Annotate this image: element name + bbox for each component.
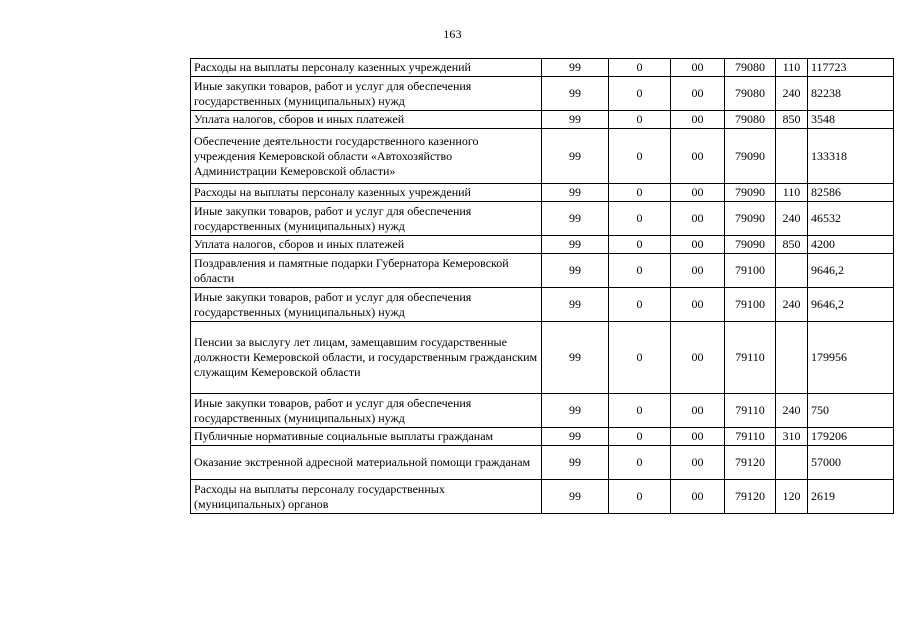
code-cell: 0	[609, 254, 671, 288]
code-cell: 00	[671, 184, 725, 202]
code-cell: 850	[776, 236, 808, 254]
table-row	[191, 446, 894, 480]
code-cell: 310	[776, 428, 808, 446]
budget-table	[190, 58, 894, 514]
code-cell: 79100	[725, 254, 776, 288]
code-cell: 79100	[725, 288, 776, 322]
item-name-cell: Обеспечение деятельности государственного казенного учреждения Кемеровской области «Автохозяйство Администрации Кемеровской области»	[191, 129, 542, 184]
code-cell: 99	[542, 480, 609, 514]
code-cell: 0	[609, 480, 671, 514]
code-cell: 0	[609, 59, 671, 77]
code-cell: 0	[609, 184, 671, 202]
sum-cell: 179956	[808, 322, 894, 394]
table-row	[191, 236, 894, 254]
code-cell: 00	[671, 394, 725, 428]
item-name-cell: Расходы на выплаты персоналу казенных учреждений	[191, 59, 542, 77]
code-cell: 0	[609, 446, 671, 480]
item-name-cell: Расходы на выплаты персоналу государственных (муниципальных) органов	[191, 480, 542, 514]
table-row	[191, 129, 894, 184]
code-cell: 99	[542, 184, 609, 202]
code-cell	[776, 129, 808, 184]
sum-cell: 82238	[808, 77, 894, 111]
table-row	[191, 202, 894, 236]
code-cell: 79110	[725, 428, 776, 446]
code-cell: 79110	[725, 394, 776, 428]
code-cell: 110	[776, 59, 808, 77]
table-row	[191, 394, 894, 428]
code-cell: 850	[776, 111, 808, 129]
table-row	[191, 184, 894, 202]
sum-cell: 2619	[808, 480, 894, 514]
item-name-cell: Иные закупки товаров, работ и услуг для обеспечения государственных (муниципальных) нужд	[191, 77, 542, 111]
code-cell: 00	[671, 446, 725, 480]
code-cell: 0	[609, 202, 671, 236]
code-cell: 99	[542, 77, 609, 111]
sum-cell: 179206	[808, 428, 894, 446]
code-cell: 240	[776, 394, 808, 428]
table-row	[191, 59, 894, 77]
code-cell: 79090	[725, 236, 776, 254]
code-cell: 0	[609, 288, 671, 322]
code-cell: 99	[542, 446, 609, 480]
code-cell	[776, 322, 808, 394]
item-name-cell: Иные закупки товаров, работ и услуг для обеспечения государственных (муниципальных) нужд	[191, 202, 542, 236]
code-cell: 99	[542, 59, 609, 77]
code-cell: 00	[671, 202, 725, 236]
code-cell: 0	[609, 129, 671, 184]
code-cell: 00	[671, 322, 725, 394]
item-name-cell: Уплата налогов, сборов и иных платежей	[191, 111, 542, 129]
code-cell: 240	[776, 288, 808, 322]
code-cell: 00	[671, 254, 725, 288]
page-number: 163	[443, 27, 462, 41]
code-cell: 99	[542, 202, 609, 236]
table-row	[191, 480, 894, 514]
code-cell: 00	[671, 77, 725, 111]
sum-cell: 133318	[808, 129, 894, 184]
code-cell: 79120	[725, 446, 776, 480]
code-cell: 00	[671, 428, 725, 446]
code-cell: 0	[609, 322, 671, 394]
table-row	[191, 254, 894, 288]
table-row	[191, 322, 894, 394]
code-cell: 99	[542, 322, 609, 394]
sum-cell: 9646,2	[808, 254, 894, 288]
code-cell: 99	[542, 254, 609, 288]
code-cell: 79110	[725, 322, 776, 394]
sum-cell: 46532	[808, 202, 894, 236]
item-name-cell: Уплата налогов, сборов и иных платежей	[191, 236, 542, 254]
code-cell: 0	[609, 77, 671, 111]
code-cell: 240	[776, 77, 808, 111]
item-name-cell: Иные закупки товаров, работ и услуг для обеспечения государственных (муниципальных) нужд	[191, 288, 542, 322]
code-cell: 79080	[725, 59, 776, 77]
item-name-cell: Иные закупки товаров, работ и услуг для обеспечения государственных (муниципальных) нужд	[191, 394, 542, 428]
code-cell: 99	[542, 129, 609, 184]
code-cell: 99	[542, 236, 609, 254]
table-row	[191, 77, 894, 111]
item-name-cell: Поздравления и памятные подарки Губернатора Кемеровской области	[191, 254, 542, 288]
item-name-cell: Расходы на выплаты персоналу казенных учреждений	[191, 184, 542, 202]
sum-cell: 3548	[808, 111, 894, 129]
code-cell: 0	[609, 236, 671, 254]
code-cell	[776, 446, 808, 480]
code-cell: 00	[671, 480, 725, 514]
item-name-cell: Оказание экстренной адресной материальной помощи гражданам	[191, 446, 542, 480]
sum-cell: 57000	[808, 446, 894, 480]
code-cell: 99	[542, 428, 609, 446]
code-cell: 00	[671, 59, 725, 77]
code-cell: 79090	[725, 202, 776, 236]
item-name-cell: Пенсии за выслугу лет лицам, замещавшим государственные должности Кемеровской области, и государственным гражданским служащим Кемеровской области	[191, 322, 542, 394]
sum-cell: 9646,2	[808, 288, 894, 322]
budget-table-body	[191, 59, 894, 514]
code-cell: 00	[671, 288, 725, 322]
sum-cell: 750	[808, 394, 894, 428]
code-cell: 240	[776, 202, 808, 236]
code-cell: 00	[671, 129, 725, 184]
table-row	[191, 428, 894, 446]
table-row	[191, 288, 894, 322]
code-cell: 79120	[725, 480, 776, 514]
code-cell: 99	[542, 111, 609, 129]
code-cell: 79090	[725, 129, 776, 184]
sum-cell: 4200	[808, 236, 894, 254]
code-cell: 0	[609, 394, 671, 428]
code-cell: 99	[542, 394, 609, 428]
code-cell: 0	[609, 111, 671, 129]
sum-cell: 117723	[808, 59, 894, 77]
code-cell: 79080	[725, 111, 776, 129]
code-cell: 79090	[725, 184, 776, 202]
code-cell: 110	[776, 184, 808, 202]
code-cell	[776, 254, 808, 288]
code-cell: 00	[671, 236, 725, 254]
item-name-cell: Публичные нормативные социальные выплаты гражданам	[191, 428, 542, 446]
code-cell: 00	[671, 111, 725, 129]
code-cell: 120	[776, 480, 808, 514]
code-cell: 0	[609, 428, 671, 446]
code-cell: 99	[542, 288, 609, 322]
code-cell: 79080	[725, 77, 776, 111]
table-row	[191, 111, 894, 129]
sum-cell: 82586	[808, 184, 894, 202]
